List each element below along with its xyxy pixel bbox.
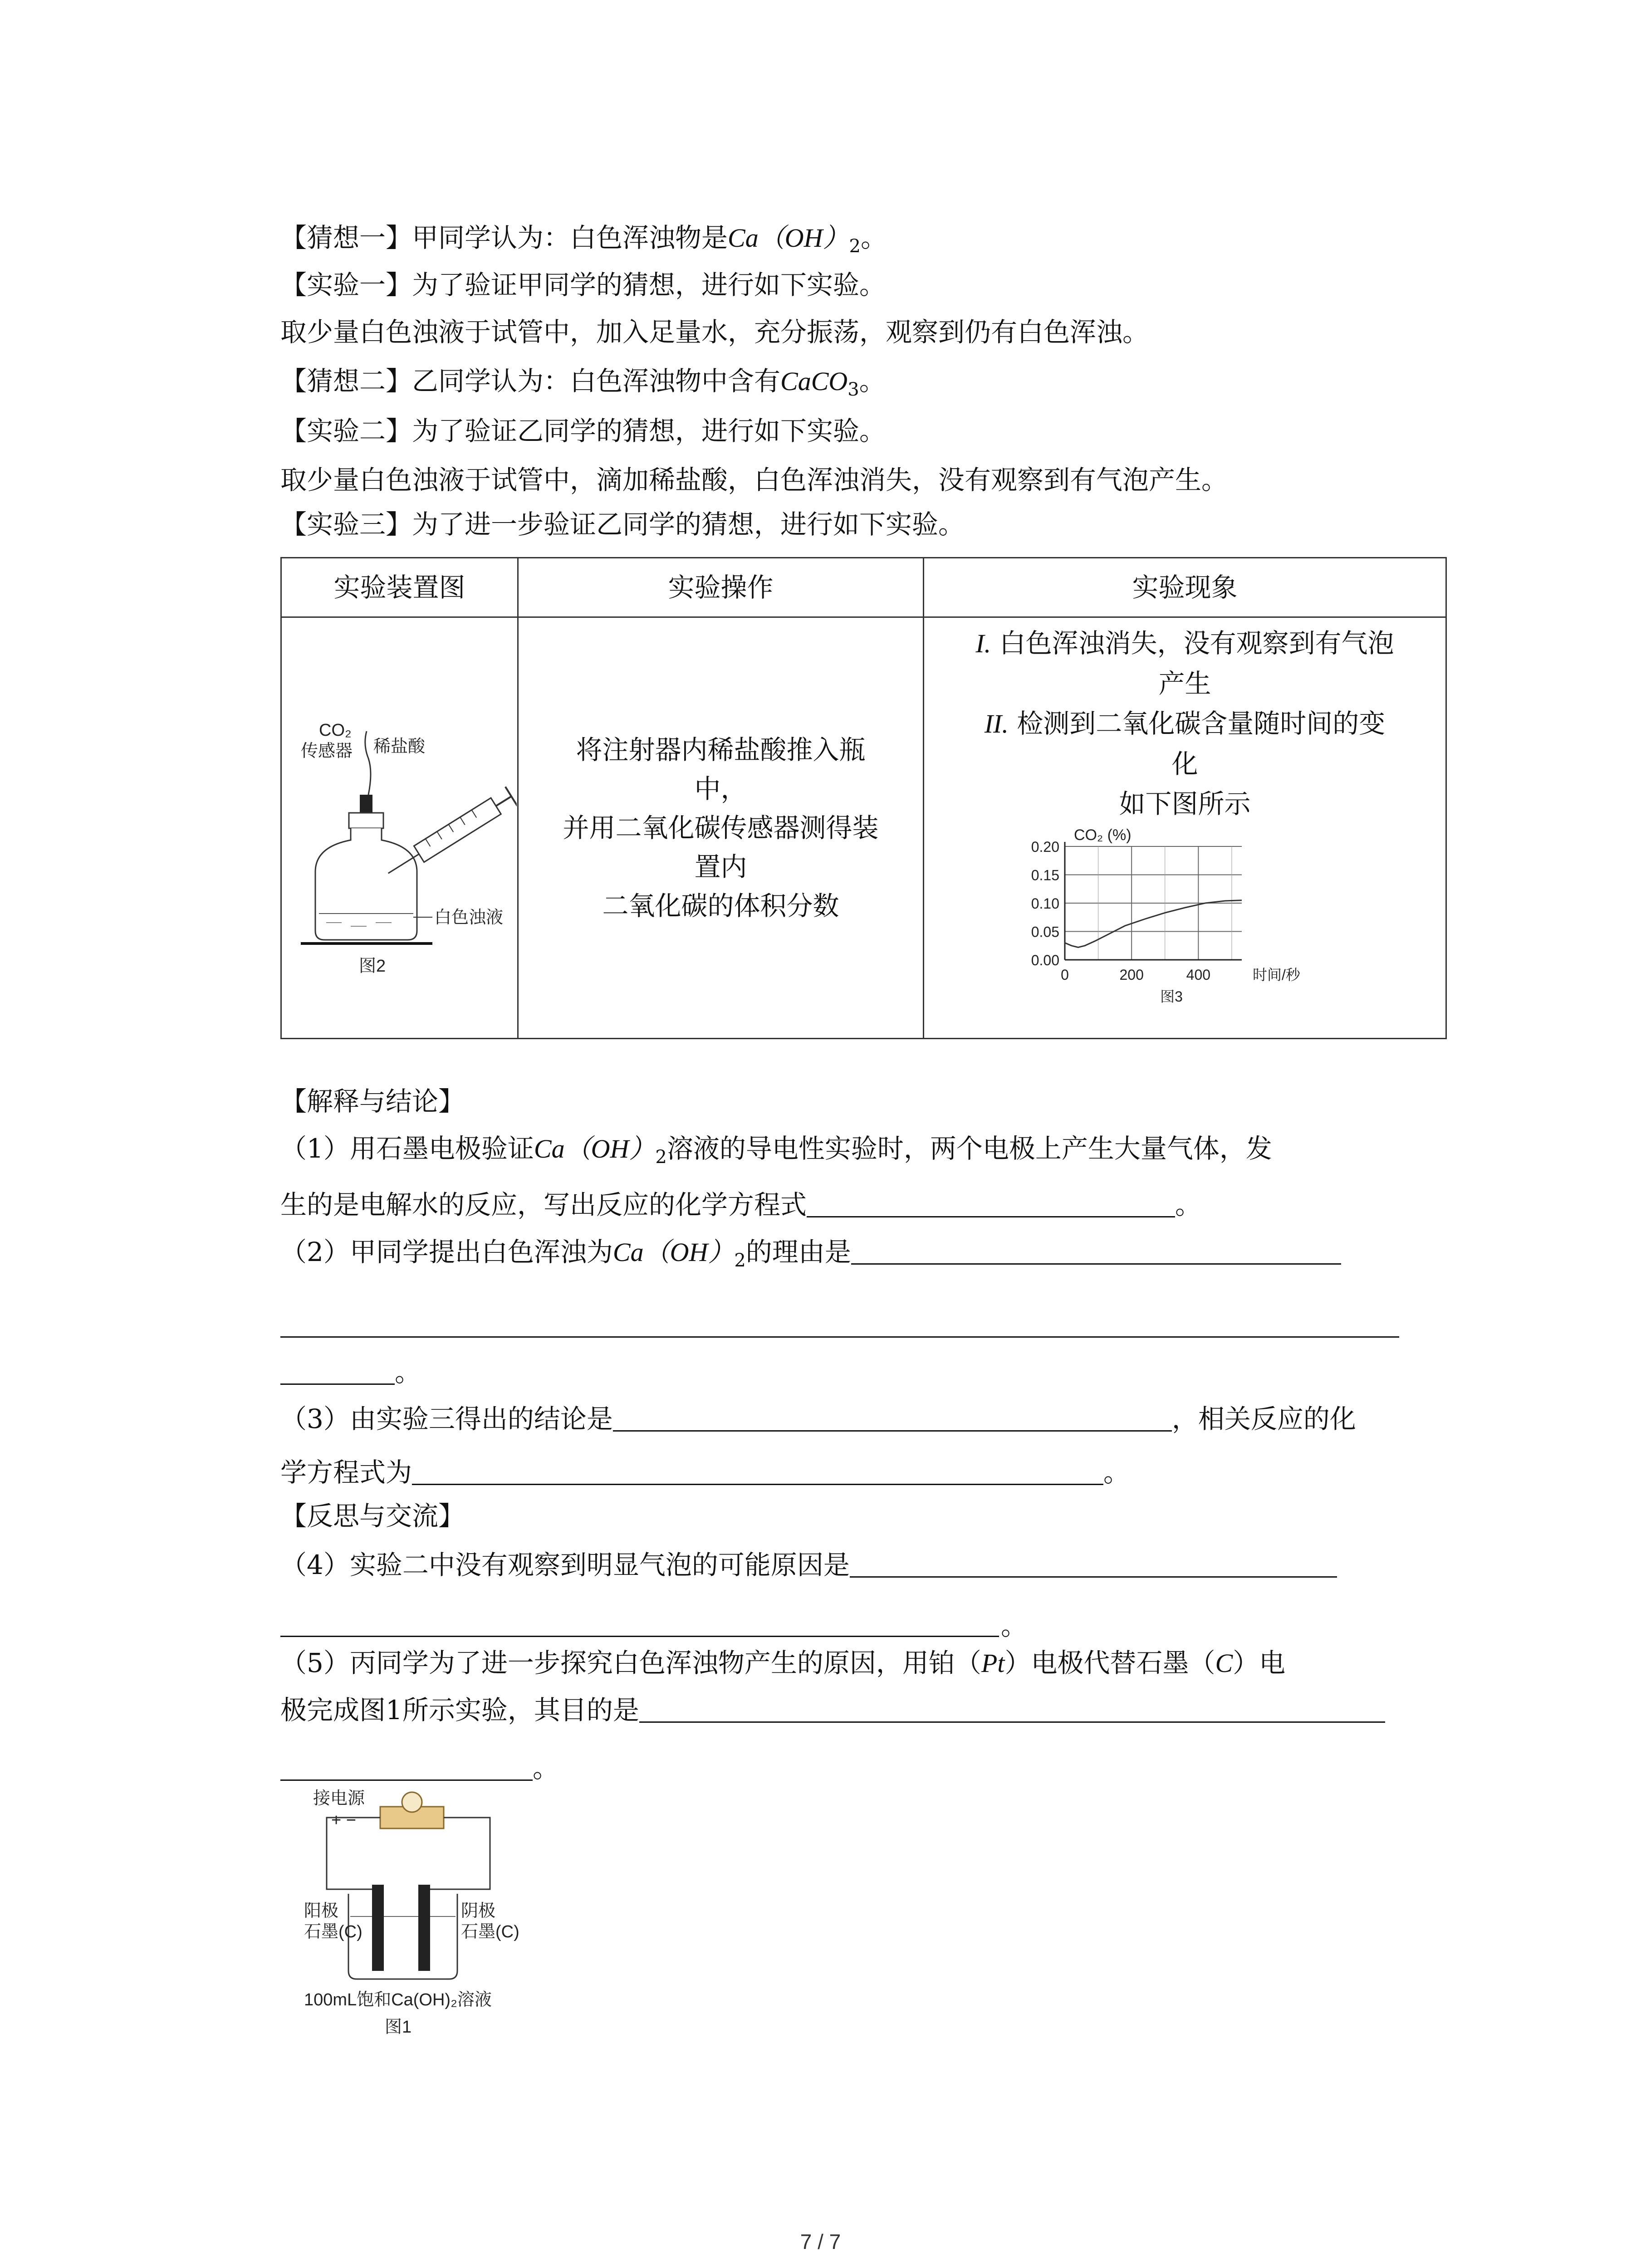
question-4-line-1: （4）实验二中没有观察到明显气泡的可能原因是 (280, 1547, 1337, 1583)
fig2-caption: 图2 (358, 957, 386, 976)
answer-blank-q2a[interactable] (851, 1238, 1341, 1265)
table-header-row (281, 558, 1446, 617)
fig1-plus-minus: + − (331, 1811, 356, 1830)
phenomenon-2b: 化 (1171, 748, 1198, 779)
chart-x-tick-label: 400 (1186, 967, 1211, 983)
chart-x-axis-label: 时间/秒 (1253, 967, 1300, 983)
phenomenon-2: II. 检测到二氧化碳含量随时间的变 (984, 708, 1386, 739)
question-5-line-1: （5）丙同学为了进一步探究白色浑浊物产生的原因，用铂（Pt）电极代替石墨（C）电 (280, 1647, 1286, 1678)
answer-blank-q2b[interactable] (280, 1336, 1399, 1338)
chart-y-tick-label: 0.00 (1031, 952, 1059, 968)
answer-blank-q5a[interactable] (639, 1696, 1385, 1723)
fig2-liquid-label: 白色浊液 (434, 908, 503, 927)
chart-caption: 图3 (1160, 988, 1183, 1005)
fig1-cathode-label: 阴极 (461, 1901, 496, 1921)
answer-blank-q4b[interactable] (280, 1636, 999, 1637)
fig2-sensor-label: 传感器 (300, 742, 353, 761)
sensor-wire (365, 731, 370, 795)
chart-title: CO₂ (%) (1074, 826, 1132, 844)
figure-3-chart (983, 824, 1310, 1005)
bottle-neck (349, 813, 383, 828)
header-phenomenon: 实验现象 (924, 558, 1446, 617)
chart-series-line (1065, 900, 1242, 948)
header-operation: 实验操作 (518, 558, 924, 617)
fig1-power-label: 接电源 (313, 1789, 365, 1808)
phenomenon-cell (924, 617, 1446, 1039)
apparatus-cell (281, 617, 518, 1039)
cathode-electrode (418, 1885, 430, 1971)
chart-y-tick-label: 0.05 (1031, 924, 1059, 940)
operation-line-3: 并用二氧化碳传感器测得装 (563, 812, 879, 843)
phenomenon-2c: 如下图所示 (1119, 788, 1251, 819)
experiment-2-title: 【实验二】为了验证乙同学的猜想，进行如下实验。 (280, 415, 886, 446)
operation-cell (518, 617, 924, 1039)
answer-blank-q5b[interactable] (280, 1754, 533, 1781)
figure-2-apparatus (283, 618, 517, 1035)
bulb-icon (402, 1792, 422, 1812)
question-2-line-1: （2）甲同学提出白色浑浊为$Ca(OH)_2$的理由是 (280, 1234, 1341, 1279)
chart-x-tick-label: 0 (1061, 967, 1069, 983)
fig1-caption: 图1 (385, 2018, 412, 2037)
beaker (348, 1894, 457, 1979)
operation-line-4: 置内 (694, 851, 747, 882)
experiment-1-title: 【实验一】为了验证甲同学的猜想，进行如下实验。 (280, 269, 886, 300)
chart-x-tick-label: 200 (1119, 967, 1144, 983)
chart-y-tick-label: 0.10 (1031, 895, 1059, 912)
answer-blank-q4a[interactable] (850, 1551, 1337, 1578)
fig2-co2-label: CO₂ (318, 721, 352, 740)
conclusion-header: 【解释与结论】 (280, 1086, 465, 1117)
chart-y-tick-label: 0.20 (1031, 839, 1059, 855)
answer-blank-q3a[interactable] (613, 1405, 1172, 1432)
answer-blank-q1[interactable] (807, 1191, 1175, 1217)
operation-line-1: 将注射器内稀盐酸推入瓶 (576, 734, 866, 765)
bottle-body (315, 828, 417, 940)
question-5-line-2: 极完成图1所示实验，其目的是 (280, 1692, 1385, 1728)
question-1-line-1: （1）用石墨电极验证$Ca(OH)_2$溶液的导电性实验时，两个电极上产生大量气体，发 (280, 1133, 1272, 1168)
chart-y-tick-label: 0.15 (1031, 867, 1059, 884)
fig1-solution-label: 100mL饱和Ca(OH)₂溶液 (304, 1990, 492, 2009)
phenomenon-1: I. 白色浑浊消失，没有观察到有气泡 (975, 628, 1394, 659)
operation-line-5: 二氧化碳的体积分数 (602, 890, 839, 921)
experiment-2-desc: 取少量白色浊液于试管中，滴加稀盐酸，白色浑浊消失，没有观察到有气泡产生。 (280, 464, 1228, 495)
question-3-line-2: 学方程式为 。 (280, 1457, 1130, 1488)
fig1-cathode-material: 石墨(C) (461, 1922, 519, 1941)
hypothesis-2: 【猜想二】乙同学认为：白色浑浊物中含有CaCO$_3$。 (280, 366, 886, 400)
reflection-header: 【反思与交流】 (280, 1501, 465, 1531)
question-1-line-2: 生的是电解水的反应，写出反应的化学方程式 。 (280, 1189, 1202, 1220)
page-number: 7 / 7 (800, 2230, 841, 2253)
table-body-row (281, 617, 1446, 1039)
answer-blank-q2c[interactable] (280, 1358, 395, 1385)
fig2-acid-label: 稀盐酸 (373, 737, 425, 756)
question-3-line-1: （3）由实验三得出的结论是 ，相关反应的化 (280, 1403, 1356, 1434)
answer-blank-q3b[interactable] (412, 1458, 1103, 1485)
question-2-line-3: 。 (280, 1354, 421, 1390)
anode-electrode (372, 1885, 384, 1971)
figure-1-electrolysis (272, 1780, 599, 2053)
operation-line-2: 中， (694, 773, 747, 804)
phenomenon-1b: 产生 (1158, 668, 1211, 699)
experiment-1-desc: 取少量白色浊液于试管中，加入足量水，充分振荡，观察到仍有白色浑浊。 (280, 317, 1149, 347)
question-5-line-3: 。 (280, 1750, 559, 1786)
question-4-end: 。 (1001, 1610, 1028, 1641)
header-apparatus: 实验装置图 (281, 558, 518, 617)
experiment-table (280, 557, 1447, 1039)
fig1-anode-material: 石墨(C) (304, 1922, 362, 1941)
fig1-anode-label: 阳极 (304, 1901, 339, 1921)
experiment-3-title: 【实验三】为了进一步验证乙同学的猜想，进行如下实验。 (280, 509, 965, 540)
hypothesis-1: 【猜想一】甲同学认为：白色浑浊物是$Ca(OH)_2$。 (280, 222, 887, 257)
